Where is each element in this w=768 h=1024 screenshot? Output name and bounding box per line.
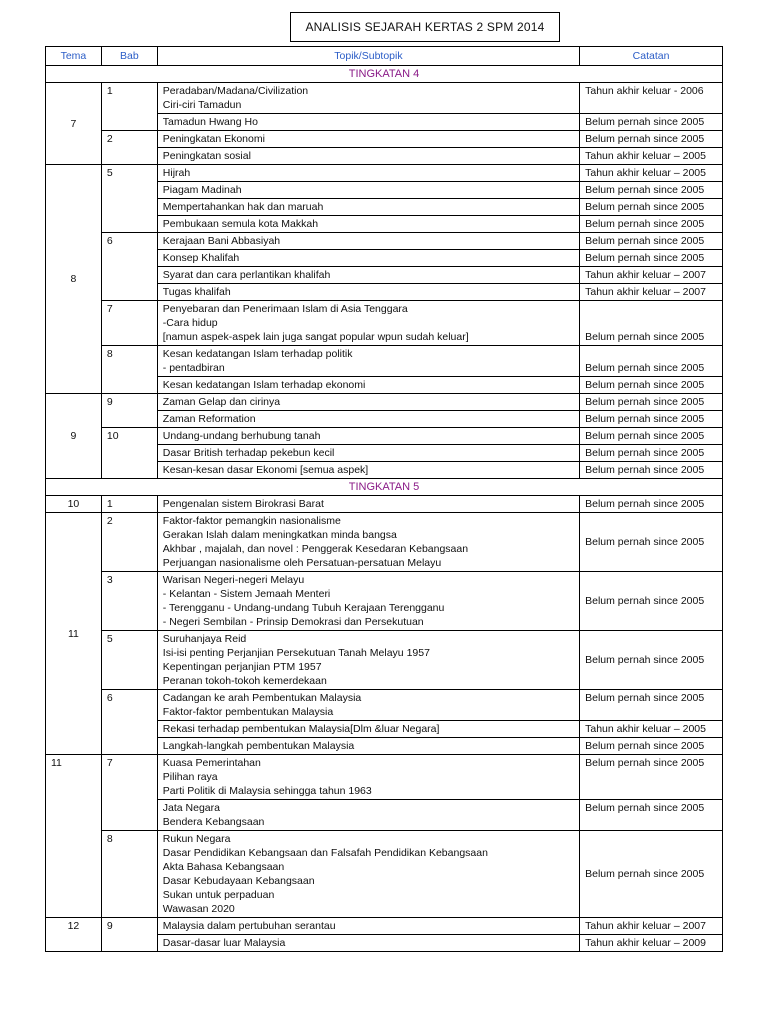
- topik-cell: Konsep Khalifah: [157, 250, 579, 267]
- catatan-cell: Belum pernah since 2005: [580, 755, 723, 800]
- bab-cell: 7: [101, 755, 157, 831]
- topik-cell: [157, 831, 579, 918]
- topik-line: Akhbar , majalah, dan novel : Penggerak Kesedaran Kebangsaan: [162, 543, 469, 555]
- topik-cell: Mempertahankan hak dan maruah: [157, 199, 579, 216]
- topik-line: Kepentingan perjanjian PTM 1957: [162, 661, 322, 673]
- topik-line: -Cara hidup: [162, 317, 218, 329]
- catatan-cell: Belum pernah since 2005: [580, 199, 723, 216]
- catatan-cell: Belum pernah since 2005: [580, 377, 723, 394]
- catatan-cell: Tahun akhir keluar – 2007: [580, 918, 723, 935]
- topik-cell: Dasar British terhadap pekebun kecil: [157, 445, 579, 462]
- topik-cell: [157, 83, 579, 114]
- catatan-cell: Belum pernah since 2005: [580, 831, 723, 918]
- topik-cell: Pembukaan semula kota Makkah: [157, 216, 579, 233]
- topik-line: - Kelantan - Sistem Jemaah Menteri: [162, 588, 331, 600]
- topik-cell: [157, 755, 579, 800]
- topik-cell: Undang-undang berhubung tanah: [157, 428, 579, 445]
- tema-cell: 11: [46, 513, 102, 755]
- grade-label: TINGKATAN 4: [46, 66, 723, 83]
- table-row: [46, 394, 723, 411]
- topik-line: [namun aspek-aspek lain juga sangat popular wpun sudah keluar]: [162, 331, 469, 343]
- topik-cell: Tamadun Hwang Ho: [157, 114, 579, 131]
- topik-cell: [157, 346, 579, 377]
- topik-line: Faktor-faktor pembentukan Malaysia: [162, 706, 334, 718]
- table-row: [46, 918, 723, 935]
- topik-line: Perjuangan nasionalisme oleh Persatuan-persatuan Melayu: [162, 557, 442, 569]
- topik-cell: Zaman Reformation: [157, 411, 579, 428]
- topik-cell: [157, 800, 579, 831]
- topik-cell: Kerajaan Bani Abbasiyah: [157, 233, 579, 250]
- catatan-cell: Belum pernah since 2005: [580, 631, 723, 690]
- catatan-cell: Belum pernah since 2005: [580, 428, 723, 445]
- bab-cell: 9: [101, 394, 157, 428]
- topik-cell: Kesan-kesan dasar Ekonomi [semua aspek]: [157, 462, 579, 479]
- catatan-cell: Belum pernah since 2005: [580, 462, 723, 479]
- tema-cell: 12: [46, 918, 102, 952]
- topik-line: Akta Bahasa Kebangsaan: [162, 861, 285, 873]
- topik-line: Cadangan ke arah Pembentukan Malaysia: [162, 692, 362, 704]
- table-row: [46, 496, 723, 513]
- bab-cell: 5: [101, 165, 157, 233]
- bab-cell: 7: [101, 301, 157, 346]
- catatan-cell: Belum pernah since 2005: [580, 496, 723, 513]
- topik-cell: [157, 513, 579, 572]
- tema-cell: 10: [46, 496, 102, 513]
- bab-cell: 5: [101, 631, 157, 690]
- topik-cell: Dasar-dasar luar Malaysia: [157, 935, 579, 952]
- bab-cell: 6: [101, 690, 157, 755]
- catatan-cell: Tahun akhir keluar – 2009: [580, 935, 723, 952]
- topik-line: Pilihan raya: [162, 771, 218, 783]
- tema-cell: 9: [46, 394, 102, 479]
- topik-line: Warisan Negeri-negeri Melayu: [162, 574, 305, 586]
- catatan-cell: Belum pernah since 2005: [580, 250, 723, 267]
- table-row: [46, 83, 723, 114]
- bab-cell: 3: [101, 572, 157, 631]
- topik-cell: Rekasi terhadap pembentukan Malaysia[Dlm &luar Negara]: [157, 721, 579, 738]
- header-catatan: Catatan: [580, 47, 723, 66]
- table-row: [46, 165, 723, 182]
- tema-cell: 8: [46, 165, 102, 394]
- topik-line: Ciri-ciri Tamadun: [162, 99, 242, 111]
- catatan-cell: Tahun akhir keluar – 2007: [580, 284, 723, 301]
- topik-cell: Peningkatan sosial: [157, 148, 579, 165]
- topik-cell: Zaman Gelap dan cirinya: [157, 394, 579, 411]
- bab-cell: 9: [101, 918, 157, 952]
- topik-line: Dasar Kebudayaan Kebangsaan: [162, 875, 315, 887]
- header-tema: Tema: [46, 47, 102, 66]
- topik-cell: Peningkatan Ekonomi: [157, 131, 579, 148]
- bab-cell: 2: [101, 513, 157, 572]
- topik-line: Faktor-faktor pemangkin nasionalisme: [162, 515, 341, 527]
- topik-cell: Pengenalan sistem Birokrasi Barat: [157, 496, 579, 513]
- catatan-cell: Tahun akhir keluar – 2005: [580, 721, 723, 738]
- bab-cell: 1: [101, 496, 157, 513]
- topik-cell: Syarat dan cara perlantikan khalifah: [157, 267, 579, 284]
- catatan-cell: Belum pernah since 2005: [580, 690, 723, 721]
- catatan-cell: Tahun akhir keluar – 2005: [580, 165, 723, 182]
- topik-cell: [157, 690, 579, 721]
- topik-line: Dasar Pendidikan Kebangsaan dan Falsafah Pendidikan Kebangsaan: [162, 847, 488, 859]
- bab-cell: 2: [101, 131, 157, 165]
- catatan-cell: Belum pernah since 2005: [580, 800, 723, 831]
- catatan-cell: Belum pernah since 2005: [580, 513, 723, 572]
- topik-line: Rukun Negara: [162, 833, 231, 845]
- topik-cell: [157, 572, 579, 631]
- tema-cell: 11: [46, 755, 102, 918]
- topik-line: - Negeri Sembilan - Prinsip Demokrasi dan Persekutuan: [162, 616, 424, 628]
- topik-line: Sukan untuk perpaduan: [162, 889, 275, 901]
- topik-line: Kesan kedatangan Islam terhadap politik: [162, 348, 353, 360]
- catatan-cell: Belum pernah since 2005: [580, 411, 723, 428]
- topik-line: Parti Politik di Malaysia sehingga tahun 1963: [162, 785, 372, 797]
- topik-cell: Tugas khalifah: [157, 284, 579, 301]
- grade-label: TINGKATAN 5: [46, 479, 723, 496]
- table-row: [46, 301, 723, 346]
- table-row: [46, 428, 723, 445]
- topik-line: Gerakan Islah dalam meningkatkan minda bangsa: [162, 529, 397, 541]
- catatan-cell: Belum pernah since 2005: [580, 445, 723, 462]
- table-row: [46, 631, 723, 690]
- topik-cell: [157, 631, 579, 690]
- catatan-cell: Tahun akhir keluar – 2005: [580, 148, 723, 165]
- table-row: [46, 831, 723, 918]
- catatan-cell: Belum pernah since 2005: [580, 114, 723, 131]
- catatan-cell: Belum pernah since 2005: [580, 216, 723, 233]
- topik-cell: Piagam Madinah: [157, 182, 579, 199]
- table-row: [46, 755, 723, 800]
- bab-cell: 8: [101, 346, 157, 394]
- catatan-cell: Belum pernah since 2005: [580, 346, 723, 377]
- document-title: ANALISIS SEJARAH KERTAS 2 SPM 2014: [290, 12, 560, 42]
- topik-line: Peradaban/Madana/Civilization: [162, 85, 309, 97]
- header-bab: Bab: [101, 47, 157, 66]
- topik-cell: Hijrah: [157, 165, 579, 182]
- topik-line: Jata Negara: [162, 802, 220, 814]
- catatan-cell: Belum pernah since 2005: [580, 394, 723, 411]
- header-topik: Topik/Subtopik: [157, 47, 579, 66]
- grade-row: [46, 479, 723, 496]
- topik-cell: Langkah-langkah pembentukan Malaysia: [157, 738, 579, 755]
- grade-row: [46, 66, 723, 83]
- topik-line: Peranan tokoh-tokoh kemerdekaan: [162, 675, 327, 687]
- catatan-cell: Belum pernah since 2005: [580, 738, 723, 755]
- analysis-table: [45, 46, 723, 952]
- topik-line: - pentadbiran: [162, 362, 225, 374]
- topik-line: Isi-isi penting Perjanjian Persekutuan Tanah Melayu 1957: [162, 647, 430, 659]
- topik-line: Kuasa Pemerintahan: [162, 757, 261, 769]
- catatan-cell: Belum pernah since 2005: [580, 233, 723, 250]
- catatan-cell: Belum pernah since 2005: [580, 131, 723, 148]
- bab-cell: 10: [101, 428, 157, 479]
- catatan-cell: Tahun akhir keluar - 2006: [580, 83, 723, 114]
- table-row: [46, 131, 723, 148]
- catatan-cell: Belum pernah since 2005: [580, 572, 723, 631]
- bab-cell: 8: [101, 831, 157, 918]
- table-row: [46, 572, 723, 631]
- topik-line: Bendera Kebangsaan: [162, 816, 265, 828]
- topik-line: Wawasan 2020: [162, 903, 235, 915]
- catatan-cell: Belum pernah since 2005: [580, 182, 723, 199]
- bab-cell: 6: [101, 233, 157, 301]
- topik-cell: [157, 301, 579, 346]
- header-row: [46, 47, 723, 66]
- catatan-cell: Belum pernah since 2005: [580, 301, 723, 346]
- topik-line: Suruhanjaya Reid: [162, 633, 247, 645]
- bab-cell: 1: [101, 83, 157, 131]
- table-row: [46, 690, 723, 721]
- table-row: [46, 346, 723, 377]
- topik-cell: Malaysia dalam pertubuhan serantau: [157, 918, 579, 935]
- topik-line: - Terengganu - Undang-undang Tubuh Kerajaan Terengganu: [162, 602, 445, 614]
- topik-line: Penyebaran dan Penerimaan Islam di Asia Tenggara: [162, 303, 408, 315]
- catatan-cell: Tahun akhir keluar – 2007: [580, 267, 723, 284]
- topik-cell: Kesan kedatangan Islam terhadap ekonomi: [157, 377, 579, 394]
- table-row: [46, 233, 723, 250]
- tema-cell: 7: [46, 83, 102, 165]
- table-row: [46, 513, 723, 572]
